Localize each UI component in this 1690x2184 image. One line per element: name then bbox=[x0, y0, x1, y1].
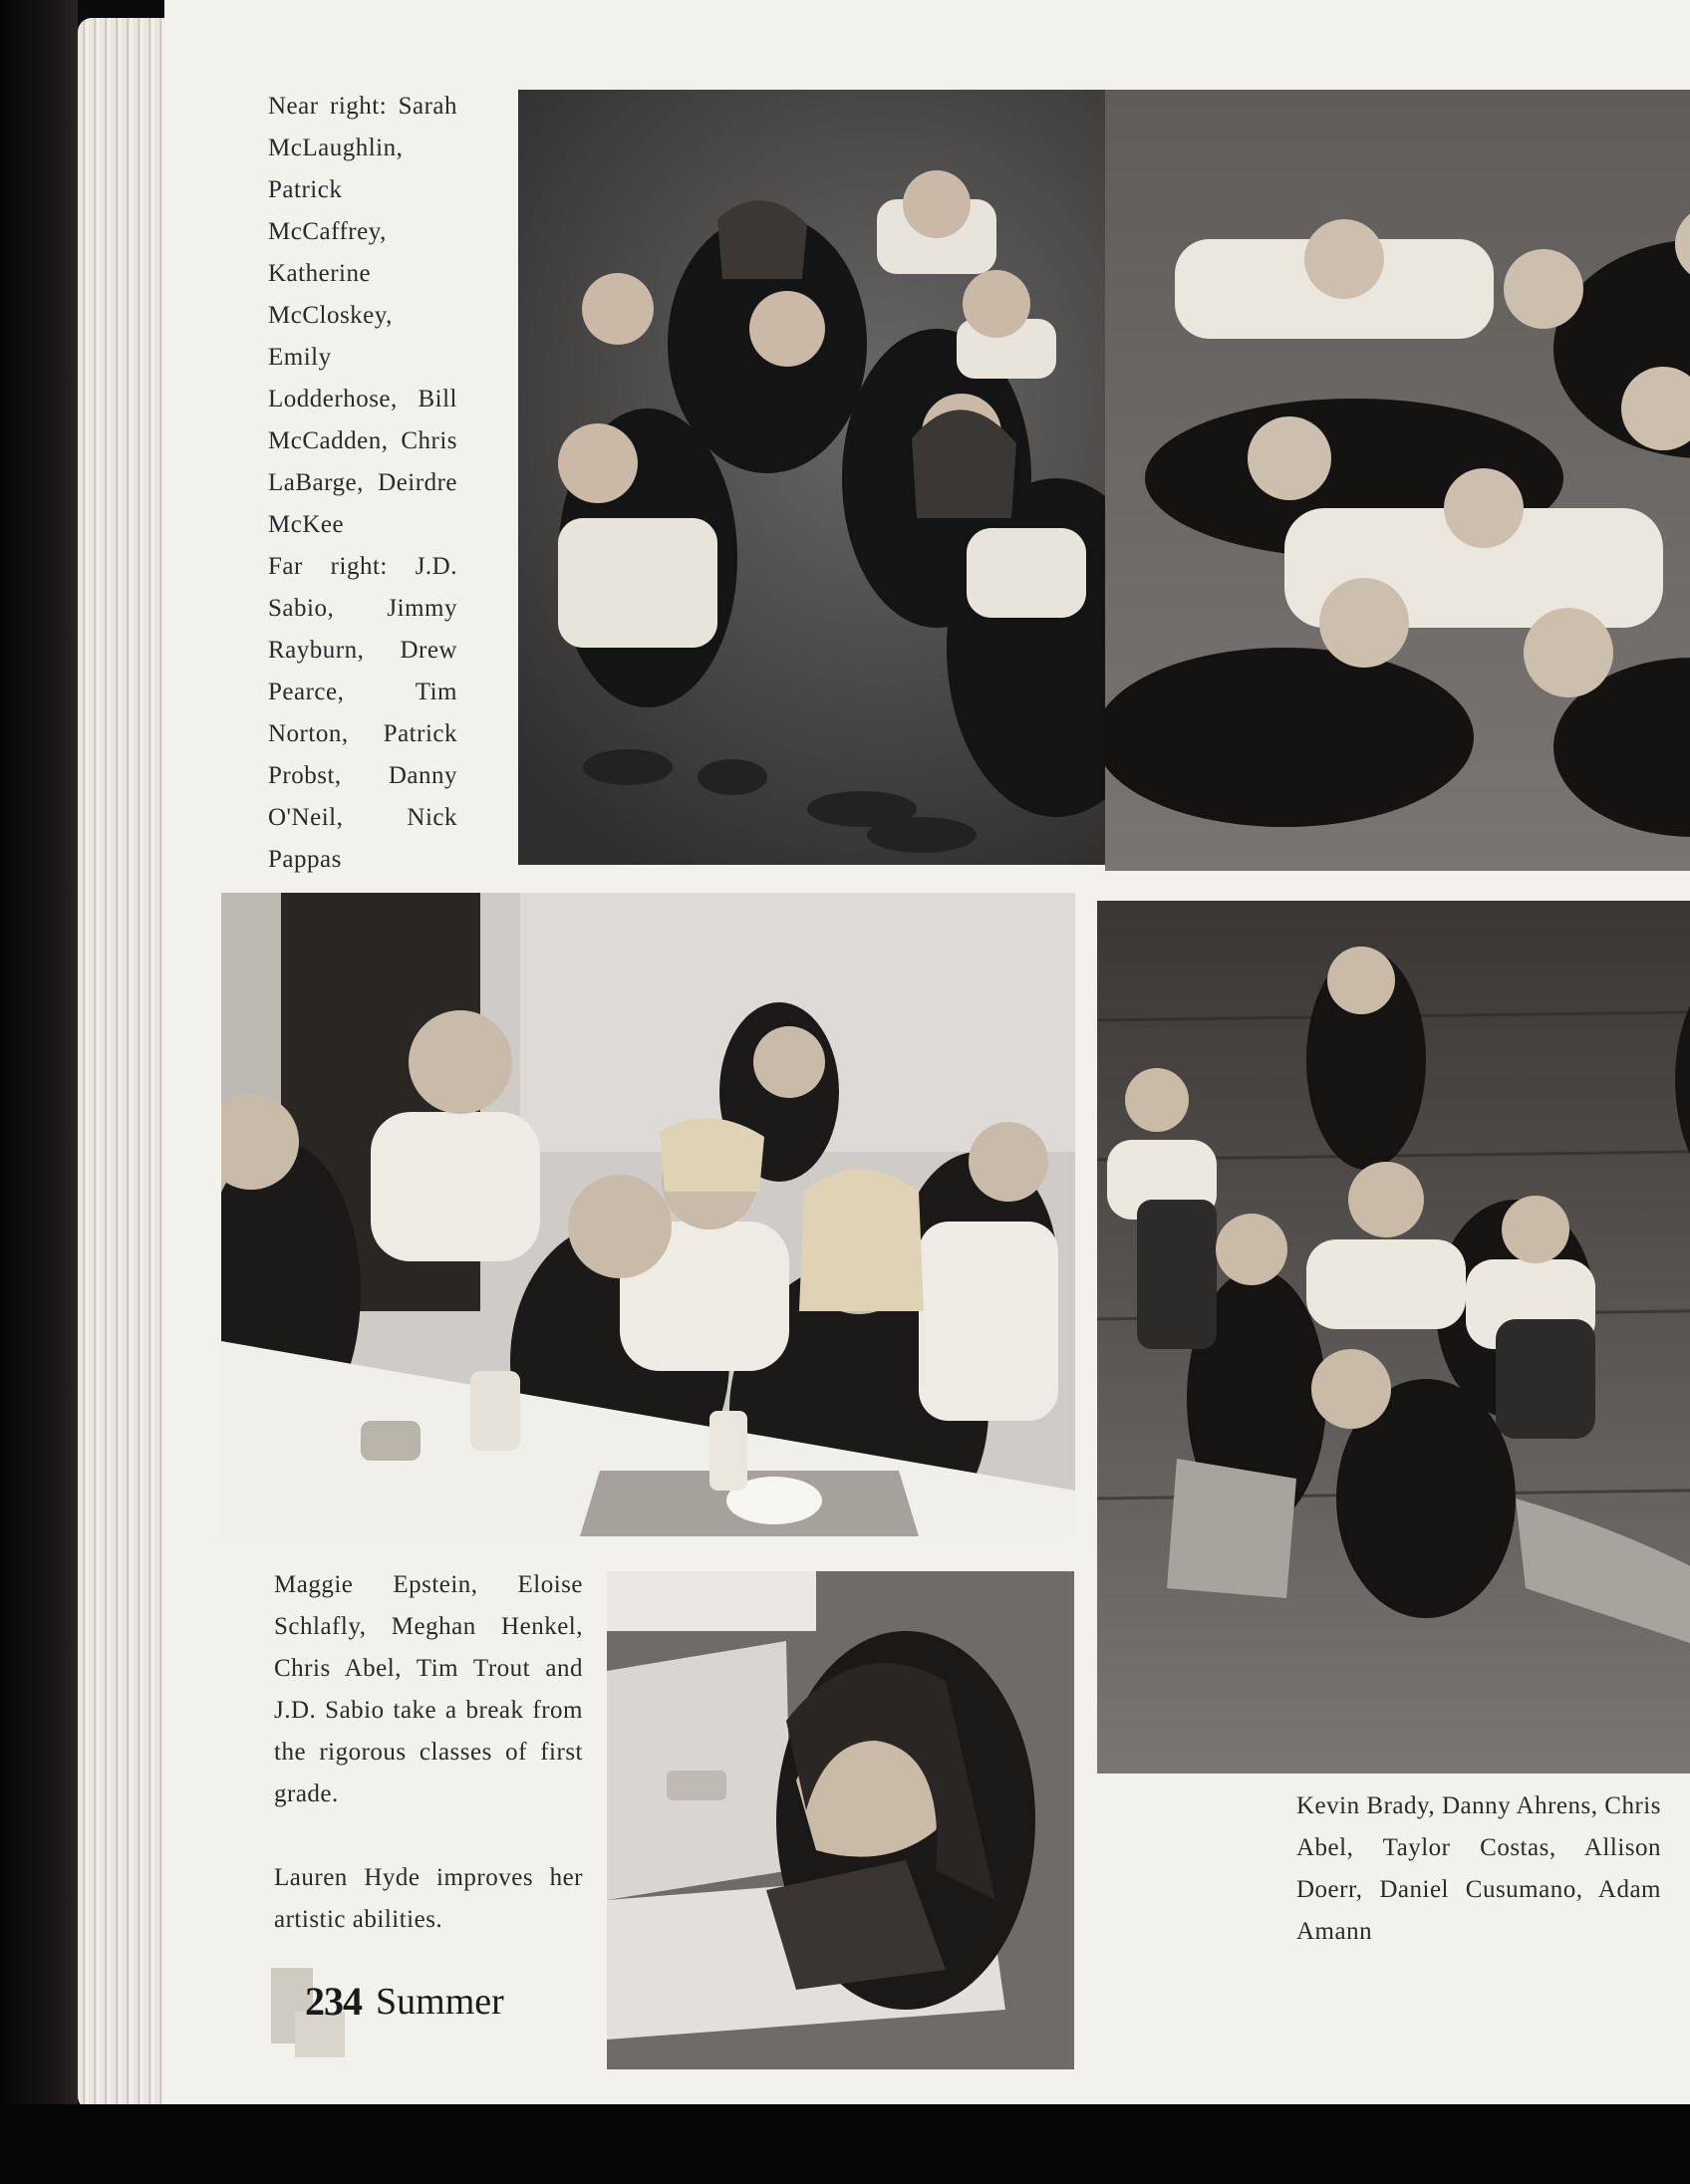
photo-far-right bbox=[1105, 90, 1690, 871]
photo-art-class bbox=[607, 1571, 1074, 2069]
caption-art-text: Lauren Hyde improves her artistic abilities. bbox=[274, 1864, 583, 1933]
caption-lunch-text: Maggie Epstein, Eloise Schlafly, Meghan Henkel, Chris Abel, Tim Trout and J.D. Sabio take a break from the rigorous classes of first grade. bbox=[274, 1571, 583, 1807]
caption-lunch-table bbox=[274, 1564, 583, 1941]
page-number: 234 bbox=[305, 1979, 362, 2024]
photo-lunch-table bbox=[221, 893, 1075, 1536]
bottom-shadow bbox=[0, 2104, 1690, 2184]
yearbook-page bbox=[164, 0, 1690, 2104]
caption-near-far-right bbox=[268, 86, 457, 881]
page-edges bbox=[78, 18, 169, 2110]
caption-far-right: Far right: J.D. Sabio, Jimmy Rayburn, Drew Pearce, Tim Norton, Patrick Probst, Danny O'Neil, Nick Pappas bbox=[268, 553, 457, 873]
caption-group-text: Kevin Brady, Danny Ahrens, Chris Abel, Taylor Costas, Allison Doerr, Daniel Cusumano, Adam Amann bbox=[1296, 1792, 1661, 1945]
section-name: Summer bbox=[376, 1981, 504, 2023]
book-spine bbox=[0, 0, 78, 2184]
caption-group-stairs bbox=[1296, 1785, 1661, 1953]
photo-group-stairs bbox=[1097, 901, 1690, 1774]
page-folio bbox=[271, 1968, 630, 2057]
caption-near-right: Near right: Sarah McLaughlin, Patrick McCaffrey, Katherine McCloskey, Emily Lodderhose, Bill McCadden, Chris LaBarge, Deirdre McKee bbox=[268, 93, 457, 538]
